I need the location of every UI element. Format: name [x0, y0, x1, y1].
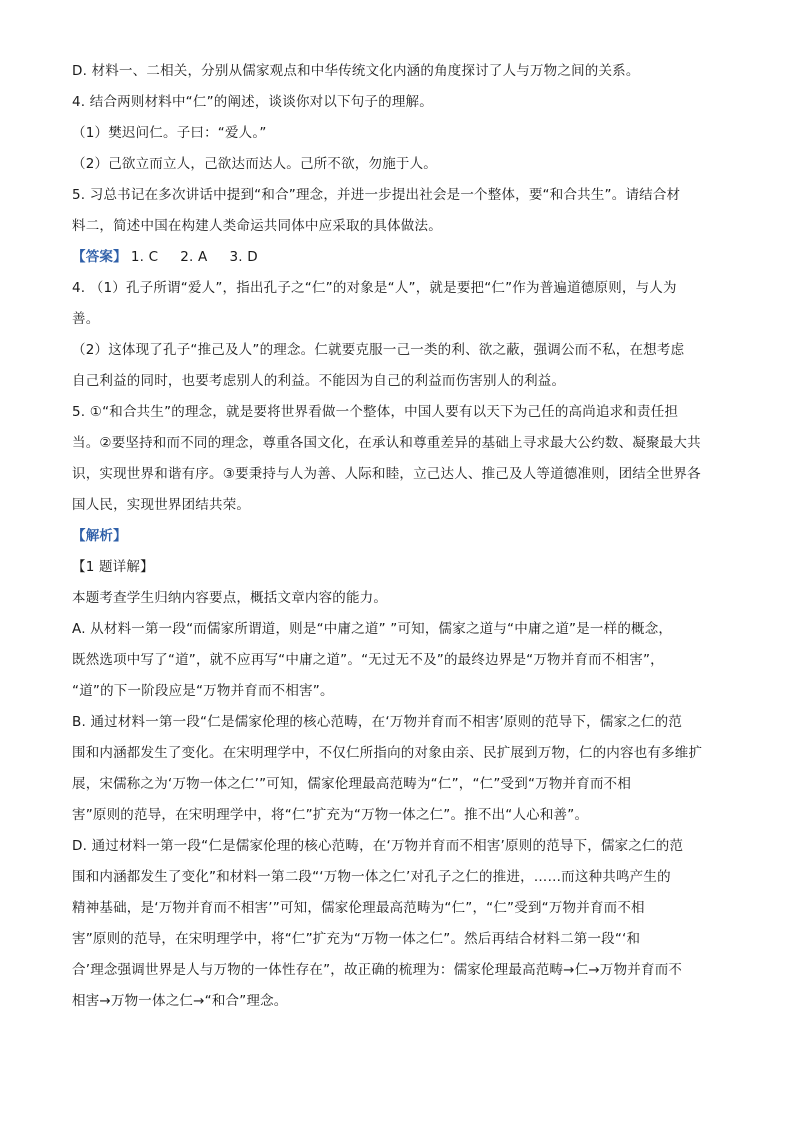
q4-item-1: （1）樊迟问仁。子曰：“爱人。” [72, 125, 267, 141]
option-a-analysis [72, 620, 732, 701]
analysis-line: “道”的下一阶段应是“万物并育而不相害”。 [72, 683, 334, 699]
q3-option-d: D. 材料一、二相关，分别从儒家观点和中华传统文化内涵的角度探讨了人与万物之间的关系。 [72, 63, 640, 79]
analysis-line: 害”原则的范导，在宋明理学中，将“仁”扩充为“万物一体之仁”。推不出“人心和善”。 [72, 807, 589, 823]
analysis-line: 围和内涵都发生了变化”和材料一第二段“‘万物一体之仁’对孔子之仁的推进，……而这种共鸣产生的 [72, 869, 671, 885]
analysis-line: B. 通过材料一第一段“仁是儒家伦理的核心范畴，在‘万物并育而不相害’原则的范导下，儒家之仁的范 [72, 714, 683, 730]
analysis-line: 相害→万物一体之仁→“和合”理念。 [72, 993, 288, 1009]
q4-item-2: （2）己欲立而立人，己欲达而达人。己所不欲，勿施于人。 [72, 156, 437, 172]
answer-line: 当。②要坚持和而不同的理念，尊重各国文化，在承认和尊重差异的基础上寻求最大公约数、凝聚最大共 [72, 435, 701, 451]
q4-stem: 4. 结合两则材料中“仁”的阐述，谈谈你对以下句子的理解。 [72, 94, 433, 110]
q5-stem-line: 料二，简述中国在构建人类命运共同体中应采取的具体做法。 [72, 218, 442, 234]
answer-choice: 1. C [130, 249, 159, 265]
answer-line: 国人民，实现世界团结共荣。 [72, 497, 251, 513]
answer-4-part-2 [72, 341, 732, 391]
answer-line: 5. ①“和合共生”的理念，就是要将世界看做一个整体，中国人要有以天下为己任的高尚追求和责任担 [72, 404, 679, 420]
answer-row [72, 248, 732, 267]
answer-line: 自己利益的同时，也要考虑别人的利益。不能因为自己的利益而伤害别人的利益。 [72, 373, 566, 389]
analysis-line: 既然选项中写了“道”，就不应再写“中庸之道”。“无过无不及”的最终边界是“万物并育而不相害”， [72, 652, 664, 668]
answer-line: 4. （1）孔子所谓“爱人”，指出孔子之“仁”的对象是“人”，就是要把“仁”作为普遍道德原则，与人为 [72, 280, 677, 296]
answer-4-part-1 [72, 279, 732, 329]
analysis-label: 【解析】 [72, 528, 127, 544]
answer-label: 【答案】 [72, 249, 127, 265]
analysis-line: 展，宋儒称之为‘万物一体之仁’”可知，儒家伦理最高范畴为“仁”，“仁”受到“万物并育而不相 [72, 776, 632, 792]
answer-line: 善。 [72, 311, 100, 327]
answer-line: （2）这体现了孔子“推己及人”的理念。仁就要克服一己一类的利、欲之蔽，强调公而不私，在想考虑 [72, 342, 685, 358]
analysis-row [72, 527, 732, 546]
analysis-line: D. 通过材料一第一段“仁是儒家伦理的核心范畴，在‘万物并育而不相害’原则的范导下，儒家之仁的范 [72, 838, 684, 854]
answer-5 [72, 403, 732, 515]
answer-choice: 2. A [180, 249, 208, 265]
analysis-line: 合’理念强调世界是人与万物的一体性存在”，故正确的梳理为：儒家伦理最高范畴→仁→万物并育而不 [72, 962, 683, 978]
detail-1-label: 【1 题详解】 [72, 559, 154, 575]
q5-stem [72, 186, 732, 236]
document-page [72, 62, 732, 1011]
analysis-line: 害”原则的范导，在宋明理学中，将“仁”扩充为“万物一体之仁”。然后再结合材料二第一段“‘和 [72, 931, 641, 947]
answer-choice: 3. D [229, 249, 258, 265]
option-d-analysis [72, 837, 732, 1011]
option-b-analysis [72, 713, 732, 825]
q5-stem-line: 5. 习总书记在多次讲话中提到“和合”理念，并进一步提出社会是一个整体，要“和合共生”。请结合材 [72, 187, 681, 203]
answer-line: 识，实现世界和谐有序。③要秉持与人为善、人际和睦，立己达人、推己及人等道德准则，团结全世界各 [72, 466, 701, 482]
analysis-line: 围和内涵都发生了变化。在宋明理学中，不仅仁所指向的对象由亲、民扩展到万物，仁的内容也有多维扩 [72, 745, 703, 761]
detail-1-intro: 本题考查学生归纳内容要点，概括文章内容的能力。 [72, 590, 388, 606]
analysis-line: 精神基础，是‘万物并育而不相害’”可知，儒家伦理最高范畴为“仁”，“仁”受到“万物并育而不相 [72, 900, 645, 916]
analysis-line: A. 从材料一第一段“而儒家所谓道，则是“中庸之道” ”可知，儒家之道与“中庸之道”是一样的概念， [72, 621, 673, 637]
